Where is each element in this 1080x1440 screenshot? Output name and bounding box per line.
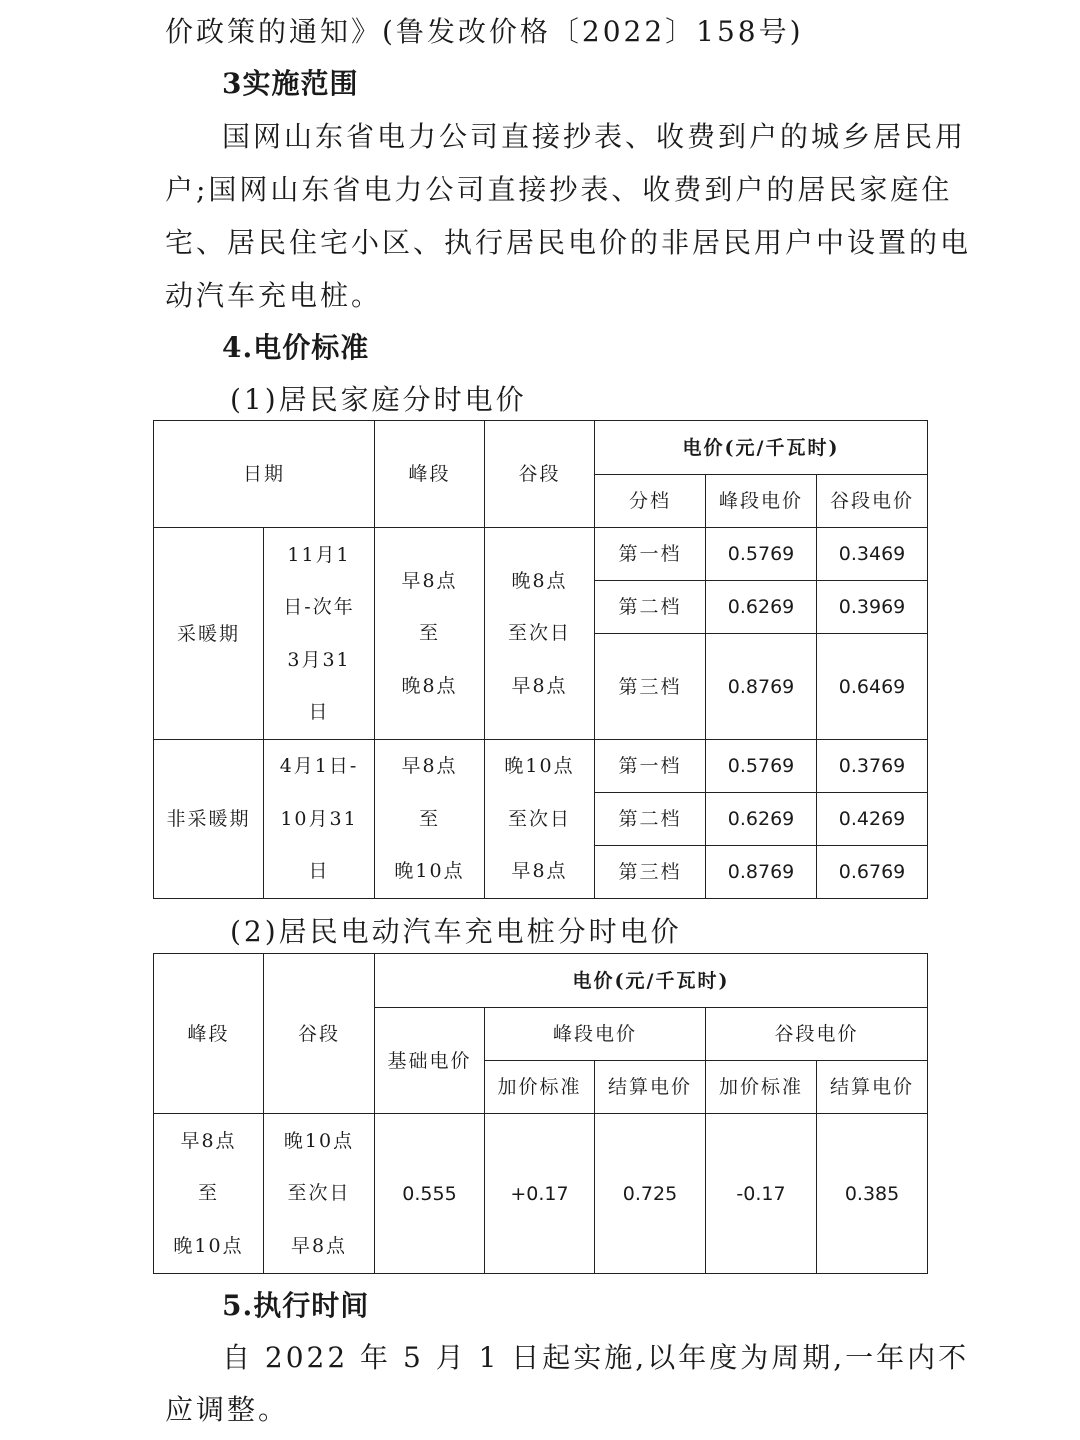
peak-hours-heating: 早8点 至 晚8点 bbox=[375, 528, 485, 740]
date-range-heating: 11月1 日-次年 3月31 日 bbox=[264, 528, 375, 740]
header-valley-price: 谷段电价 bbox=[706, 1008, 928, 1061]
peak-price-cell: 0.8769 bbox=[706, 846, 817, 899]
header-peak: 峰段 bbox=[375, 421, 485, 528]
valley-hours: 晚10点 至次日 早8点 bbox=[264, 1114, 375, 1274]
header-valley-markup: 加价标准 bbox=[706, 1061, 817, 1114]
valley-markup-value: -0.17 bbox=[706, 1114, 817, 1274]
header-valley: 谷段 bbox=[485, 421, 595, 528]
peak-hours: 早8点 至 晚10点 bbox=[154, 1114, 264, 1274]
text-line-1: 价政策的通知》(鲁发改价格〔2022〕158号) bbox=[165, 15, 804, 48]
peak-price-cell: 0.6269 bbox=[706, 581, 817, 634]
paragraph-line: 自 2022 年 5 月 1 日起实施,以年度为周期,一年内不 bbox=[222, 1341, 970, 1374]
valley-hours-heating: 晚8点 至次日 早8点 bbox=[485, 528, 595, 740]
peak-price-cell: 0.6269 bbox=[706, 793, 817, 846]
header-valley-settle: 结算电价 bbox=[817, 1061, 928, 1114]
header-valley: 谷段 bbox=[264, 954, 375, 1114]
paragraph-line: 户;国网山东省电力公司直接抄表、收费到户的居民家庭住 bbox=[165, 173, 953, 206]
valley-price-cell: 0.4269 bbox=[817, 793, 928, 846]
peak-settle-value: 0.725 bbox=[595, 1114, 706, 1274]
paragraph-line: 宅、居民住宅小区、执行居民电价的非居民用户中设置的电 bbox=[165, 226, 972, 259]
peak-markup-value: +0.17 bbox=[485, 1114, 595, 1274]
valley-price-cell: 0.6769 bbox=[817, 846, 928, 899]
subsection-heading-1: (1)居民家庭分时电价 bbox=[230, 383, 527, 416]
base-price-value: 0.555 bbox=[375, 1114, 485, 1274]
subsection-heading-2: (2)居民电动汽车充电桩分时电价 bbox=[230, 915, 682, 948]
header-tier: 分档 bbox=[595, 475, 706, 528]
valley-hours-nonheating: 晚10点 至次日 早8点 bbox=[485, 740, 595, 899]
ev-charging-tou-price-table bbox=[153, 953, 928, 1274]
header-peak-price: 峰段电价 bbox=[706, 475, 817, 528]
tier-cell: 第一档 bbox=[595, 528, 706, 581]
period-label-nonheating: 非采暖期 bbox=[154, 740, 264, 899]
residential-tou-price-table bbox=[153, 420, 928, 899]
section-heading-5: 5.执行时间 bbox=[222, 1289, 370, 1322]
valley-price-cell: 0.3969 bbox=[817, 581, 928, 634]
header-date: 日期 bbox=[154, 421, 375, 528]
header-price: 电价(元/千瓦时) bbox=[595, 421, 928, 475]
period-label-heating: 采暖期 bbox=[154, 528, 264, 740]
header-price: 电价(元/千瓦时) bbox=[375, 954, 928, 1008]
section-heading-4: 4.电价标准 bbox=[222, 331, 370, 364]
section-heading-3: 3实施范围 bbox=[222, 67, 359, 100]
header-peak-markup: 加价标准 bbox=[485, 1061, 595, 1114]
peak-price-cell: 0.8769 bbox=[706, 634, 817, 740]
tier-cell: 第一档 bbox=[595, 740, 706, 793]
paragraph-line: 国网山东省电力公司直接抄表、收费到户的城乡居民用 bbox=[222, 120, 967, 153]
tier-cell: 第二档 bbox=[595, 581, 706, 634]
header-peak-price: 峰段电价 bbox=[485, 1008, 706, 1061]
tier-cell: 第二档 bbox=[595, 793, 706, 846]
tier-cell: 第三档 bbox=[595, 846, 706, 899]
valley-price-cell: 0.6469 bbox=[817, 634, 928, 740]
peak-price-cell: 0.5769 bbox=[706, 528, 817, 581]
date-range-nonheating: 4月1日- 10月31 日 bbox=[264, 740, 375, 899]
peak-hours-nonheating: 早8点 至 晚10点 bbox=[375, 740, 485, 899]
header-valley-price: 谷段电价 bbox=[817, 475, 928, 528]
header-peak: 峰段 bbox=[154, 954, 264, 1114]
valley-settle-value: 0.385 bbox=[817, 1114, 928, 1274]
tier-cell: 第三档 bbox=[595, 634, 706, 740]
paragraph-line: 动汽车充电桩。 bbox=[165, 279, 383, 312]
paragraph-line: 应调整。 bbox=[165, 1393, 290, 1426]
header-base-price: 基础电价 bbox=[375, 1008, 485, 1114]
valley-price-cell: 0.3769 bbox=[817, 740, 928, 793]
valley-price-cell: 0.3469 bbox=[817, 528, 928, 581]
header-peak-settle: 结算电价 bbox=[595, 1061, 706, 1114]
peak-price-cell: 0.5769 bbox=[706, 740, 817, 793]
